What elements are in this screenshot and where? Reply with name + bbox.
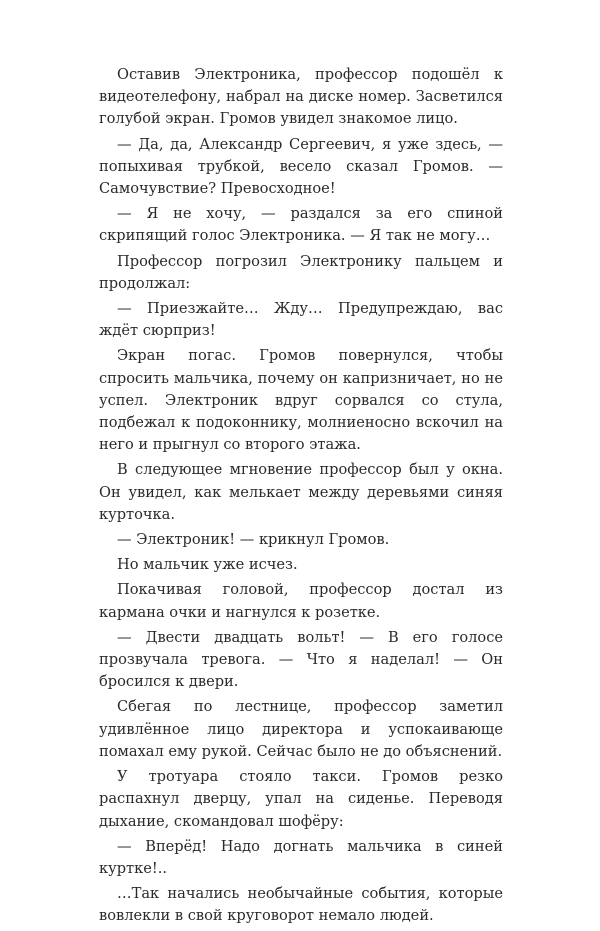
paragraph-5: — Приезжайте… Жду… Предупреждаю, вас ждёт сюрприз!	[99, 300, 503, 340]
paragraph-6: Экран погас. Громов повернулся, чтобы спросить мальчика, почему он капризничает, но не успел. Электроник вдруг сорвался со стула, подбежал к подоконнику, молниеносно вскочил на него и прыгнул со второго этажа.	[99, 347, 503, 454]
paragraph-14: — Вперёд! Надо догнать мальчика в синей куртке!..	[99, 837, 503, 877]
paragraph-11: — Двести двадцать вольт! — В его голосе прозвучала тревога. — Что я наделал! — Он бросился к двери.	[99, 628, 503, 691]
paragraph-15: …Так начались необычайные события, которые вовлекли в свой круговорот немало людей.	[99, 885, 503, 925]
paragraph-3: — Я не хочу, — раздался за его спиной скрипящий голос Электроника. — Я так не могу…	[99, 205, 503, 245]
paragraph-10: Покачивая головой, профессор достал из кармана очки и нагнулся к розетке.	[99, 581, 503, 621]
paragraph-12: Сбегая по лестнице, профессор заметил удивлённое лицо директора и успокаивающе помахал ему рукой. Сейчас было не до объяснений.	[99, 698, 503, 760]
book-page-text	[99, 64, 503, 931]
paragraph-9: Но мальчик уже исчез.	[117, 556, 298, 574]
paragraph-7: В следующее мгновение профессор был у окна. Он увидел, как мелькает между деревьями синяя курточка.	[99, 461, 503, 523]
paragraph-1: Оставив Электроника, профессор подошёл к видеотелефону, набрал на диске номер. Засветился голубой экран. Громов увидел знакомое лицо.	[99, 66, 503, 128]
paragraph-13: У тротуара стояло такси. Громов резко распахнул дверцу, упал на сиденье. Переводя дыхание, скомандовал шофёру:	[99, 768, 503, 830]
paragraph-4: Профессор погрозил Электронику пальцем и продолжал:	[99, 252, 503, 292]
paragraph-2: — Да, да, Александр Сергеевич, я уже здесь, — попыхивая трубкой, весело сказал Громов. — Самочувствие? Превосходное!	[99, 135, 503, 198]
paragraph-8: — Электроник! — крикнул Громов.	[117, 531, 390, 549]
